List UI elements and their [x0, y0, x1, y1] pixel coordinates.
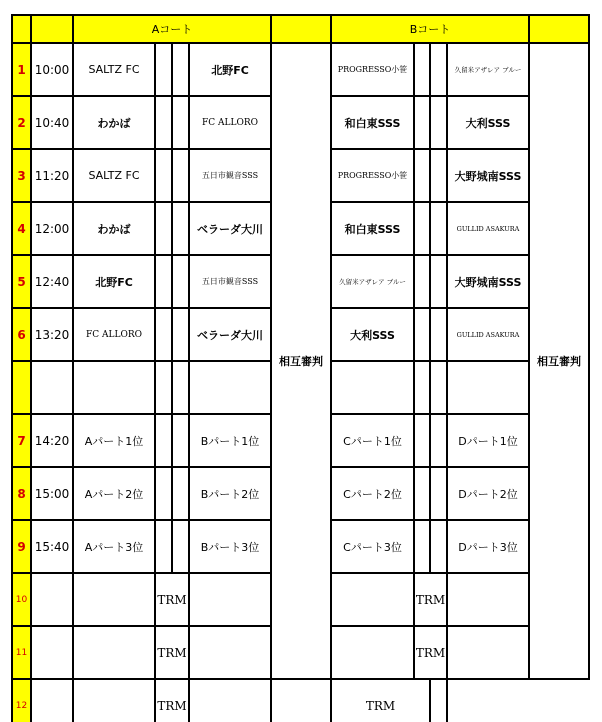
score-cell — [172, 96, 189, 149]
court-b-trm: TRM — [331, 679, 430, 722]
court-b-team-1: Cパート1位 — [331, 414, 414, 467]
court-a-trm: TRM — [155, 626, 189, 679]
score-cell — [155, 149, 172, 202]
score-cell — [414, 96, 430, 149]
court-b-team-2: GULLID ASAKURA — [447, 308, 529, 361]
score-cell — [172, 255, 189, 308]
court-a-team-2: FC ALLORO — [189, 96, 271, 149]
court-a-team-1: SALTZ FC — [73, 149, 155, 202]
trm-team-cell — [447, 626, 529, 679]
court-a-team-1: Aパート2位 — [73, 467, 155, 520]
match-number: 10 — [12, 573, 31, 626]
match-row — [12, 43, 589, 96]
score-cell — [414, 414, 430, 467]
court-a-team-2: Bパート3位 — [189, 520, 271, 573]
score-cell — [430, 96, 447, 149]
trm-team-cell — [430, 679, 447, 722]
court-a-team-1: わかば — [73, 96, 155, 149]
score-cell — [172, 520, 189, 573]
match-time: 12:00 — [31, 202, 73, 255]
trm-time-cell — [31, 679, 73, 722]
score-cell — [430, 520, 447, 573]
court-b-team-2: 大野城南SSS — [447, 149, 529, 202]
score-cell — [155, 467, 172, 520]
score-cell — [430, 414, 447, 467]
score-cell — [155, 255, 172, 308]
court-b-team-1: Cパート3位 — [331, 520, 414, 573]
match-schedule-table — [11, 14, 590, 722]
score-cell — [155, 520, 172, 573]
match-number: 6 — [12, 308, 31, 361]
court-a-team-2: ベラーダ大川 — [189, 308, 271, 361]
trm-row — [12, 679, 589, 722]
match-number: 7 — [12, 414, 31, 467]
score-cell — [155, 96, 172, 149]
match-number: 5 — [12, 255, 31, 308]
trm-team-cell — [73, 626, 155, 679]
court-b-trm: TRM — [414, 626, 447, 679]
court-a-team-2: Bパート1位 — [189, 414, 271, 467]
match-time: 12:40 — [31, 255, 73, 308]
court-a-team-1: 北野FC — [73, 255, 155, 308]
score-cell — [155, 202, 172, 255]
court-b-team-1: 和白東SSS — [331, 202, 414, 255]
match-number: 9 — [12, 520, 31, 573]
score-cell — [414, 308, 430, 361]
header-time-cell — [31, 15, 73, 43]
break-cell — [414, 361, 430, 414]
match-number: 12 — [12, 679, 31, 722]
match-time: 10:00 — [31, 43, 73, 96]
court-b-team-1: 久留米アザレア ブルー — [331, 255, 414, 308]
match-time: 15:40 — [31, 520, 73, 573]
match-number: 3 — [12, 149, 31, 202]
trm-team-cell — [331, 626, 414, 679]
court-b-team-1: PROGRESSO小笹 — [331, 149, 414, 202]
court-a-team-2: 五日市観音SSS — [189, 255, 271, 308]
break-number-cell — [12, 361, 31, 414]
score-cell — [430, 467, 447, 520]
trm-team-cell — [73, 679, 155, 722]
score-cell — [430, 308, 447, 361]
court-b-referee: 相互審判 — [529, 43, 589, 679]
court-b-team-2: Dパート3位 — [447, 520, 529, 573]
match-time: 13:20 — [31, 308, 73, 361]
score-cell — [172, 467, 189, 520]
trm-team-cell — [189, 679, 271, 722]
match-time: 11:20 — [31, 149, 73, 202]
score-cell — [155, 43, 172, 96]
match-number: 11 — [12, 626, 31, 679]
court-a-team-1: SALTZ FC — [73, 43, 155, 96]
court-a-team-2: 北野FC — [189, 43, 271, 96]
court-a-team-1: FC ALLORO — [73, 308, 155, 361]
court-a-trm: TRM — [155, 679, 189, 722]
trm-time-cell — [31, 626, 73, 679]
court-b-team-2: GULLID ASAKURA — [447, 202, 529, 255]
score-cell — [414, 255, 430, 308]
trm-team-cell — [447, 573, 529, 626]
court-a-header: Aコート — [73, 15, 271, 43]
score-cell — [172, 43, 189, 96]
score-cell — [172, 414, 189, 467]
trm-time-cell — [31, 573, 73, 626]
header-referee-a-cell — [271, 15, 331, 43]
break-cell — [447, 361, 529, 414]
header-row — [12, 15, 589, 43]
score-cell — [430, 43, 447, 96]
score-cell — [172, 149, 189, 202]
break-cell — [189, 361, 271, 414]
court-b-team-2: 大野城南SSS — [447, 255, 529, 308]
score-cell — [414, 149, 430, 202]
match-time: 14:20 — [31, 414, 73, 467]
court-b-team-1: 和白東SSS — [331, 96, 414, 149]
score-cell — [430, 202, 447, 255]
court-a-team-1: わかば — [73, 202, 155, 255]
break-cell — [430, 361, 447, 414]
court-a-team-2: 五日市観音SSS — [189, 149, 271, 202]
court-b-team-1: 大利SSS — [331, 308, 414, 361]
trm-team-cell — [271, 679, 331, 722]
court-b-team-2: Dパート2位 — [447, 467, 529, 520]
court-a-trm: TRM — [155, 573, 189, 626]
score-cell — [414, 520, 430, 573]
court-a-team-2: Bパート2位 — [189, 467, 271, 520]
court-b-team-1: PROGRESSO小笹 — [331, 43, 414, 96]
break-cell — [172, 361, 189, 414]
trm-team-cell — [189, 573, 271, 626]
break-cell — [73, 361, 155, 414]
trm-team-cell — [331, 573, 414, 626]
score-cell — [155, 308, 172, 361]
score-cell — [414, 202, 430, 255]
trm-team-cell — [189, 626, 271, 679]
score-cell — [430, 255, 447, 308]
court-b-team-2: 久留米アザレア ブルー — [447, 43, 529, 96]
header-num-cell — [12, 15, 31, 43]
score-cell — [155, 414, 172, 467]
break-cell — [155, 361, 172, 414]
score-cell — [414, 467, 430, 520]
score-cell — [172, 308, 189, 361]
score-cell — [172, 202, 189, 255]
court-a-referee: 相互審判 — [271, 43, 331, 679]
court-a-team-2: ベラーダ大川 — [189, 202, 271, 255]
court-a-team-1: Aパート1位 — [73, 414, 155, 467]
match-number: 1 — [12, 43, 31, 96]
header-referee-b-cell — [529, 15, 589, 43]
court-b-team-1: Cパート2位 — [331, 467, 414, 520]
court-b-header: Bコート — [331, 15, 529, 43]
score-cell — [430, 149, 447, 202]
court-b-trm: TRM — [414, 573, 447, 626]
match-time: 15:00 — [31, 467, 73, 520]
match-time: 10:40 — [31, 96, 73, 149]
court-a-team-1: Aパート3位 — [73, 520, 155, 573]
match-number: 4 — [12, 202, 31, 255]
break-cell — [331, 361, 414, 414]
match-number: 8 — [12, 467, 31, 520]
score-cell — [414, 43, 430, 96]
break-time-cell — [31, 361, 73, 414]
court-b-team-2: 大利SSS — [447, 96, 529, 149]
match-number: 2 — [12, 96, 31, 149]
trm-team-cell — [73, 573, 155, 626]
court-b-team-2: Dパート1位 — [447, 414, 529, 467]
